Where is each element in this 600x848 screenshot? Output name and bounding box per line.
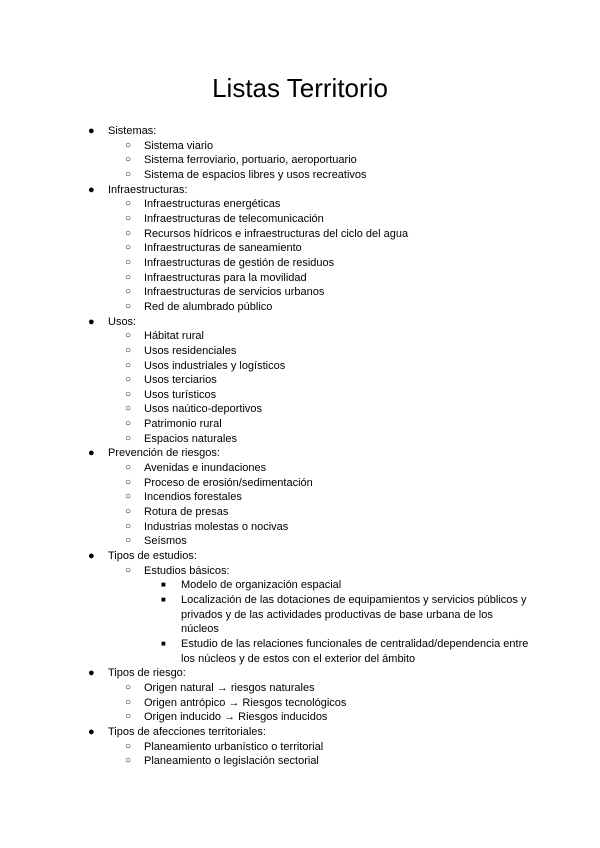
list-item: ○ Seísmos xyxy=(125,535,187,548)
hollow-circle-bullet-icon: ○ xyxy=(125,403,132,415)
hollow-circle-bullet-icon: ○ xyxy=(125,242,132,254)
section-label: Sistemas: xyxy=(108,125,157,137)
outline-list xyxy=(0,124,600,769)
hollow-circle-bullet-icon: ○ xyxy=(125,506,132,518)
list-item: ○ Planeamiento o legislación sectorial xyxy=(125,755,319,768)
list-item: ○ Avenidas e inundaciones xyxy=(125,462,267,475)
list-item: ○ Usos naútico-deportivos xyxy=(125,403,263,416)
hollow-circle-bullet-icon: ○ xyxy=(125,198,132,210)
list-item: ■ Modelo de organización espacial xyxy=(161,579,342,592)
list-item: ○ Usos industriales y logísticos xyxy=(125,359,286,372)
hollow-circle-bullet-icon: ○ xyxy=(125,711,132,723)
section-label: Tipos de afecciones territoriales: xyxy=(108,725,266,738)
section-tipos-riesgo xyxy=(0,666,600,681)
square-bullet-icon: ■ xyxy=(161,580,166,590)
list-item: ○ Infraestructuras para la movilidad xyxy=(125,271,307,284)
section-infraestructuras xyxy=(0,183,600,198)
list-item: ○ Sistema viario xyxy=(125,139,214,152)
filled-circle-bullet-icon: ● xyxy=(88,315,95,328)
hollow-circle-bullet-icon: ○ xyxy=(125,491,132,503)
list-item: ■ Estudio de las relaciones funcionales de centralidad/dependencia entre los núcleos y de estos con el exterior del ámbito xyxy=(161,637,529,665)
hollow-circle-bullet-icon: ○ xyxy=(125,359,132,371)
list-item: ○ Infraestructuras de saneamiento xyxy=(125,242,302,255)
hollow-circle-bullet-icon: ○ xyxy=(125,681,132,693)
section-label: Usos: xyxy=(108,315,137,328)
hollow-circle-bullet-icon: ○ xyxy=(125,271,132,283)
hollow-circle-bullet-icon: ○ xyxy=(125,476,132,488)
square-bullet-icon: ■ xyxy=(161,595,166,604)
list-item: ○ Origen natural → riesgos naturales xyxy=(125,681,315,694)
list-item: ○ Recursos hídricos e infraestructuras del ciclo del agua xyxy=(125,227,409,240)
hollow-circle-bullet-icon: ○ xyxy=(125,330,132,342)
list-item: ○ Rotura de presas xyxy=(125,506,229,519)
hollow-circle-bullet-icon: ○ xyxy=(125,212,132,224)
hollow-circle-bullet-icon: ○ xyxy=(125,535,132,547)
hollow-circle-bullet-icon: ○ xyxy=(125,755,132,767)
list-item: ○ Usos terciarios xyxy=(125,374,217,387)
list-item: ○ Red de alumbrado público xyxy=(125,300,273,313)
hollow-circle-bullet-icon: ○ xyxy=(125,432,132,444)
section-label: Prevención de riesgos: xyxy=(108,447,220,460)
section-label: Tipos de estudios: xyxy=(108,550,197,563)
hollow-circle-bullet-icon: ○ xyxy=(125,139,132,151)
section-label: Infraestructuras: xyxy=(108,183,188,196)
list-item: ○ Hábitat rural xyxy=(125,330,204,343)
section-sistemas xyxy=(0,124,600,139)
hollow-circle-bullet-icon: ○ xyxy=(125,168,132,180)
hollow-circle-bullet-icon: ○ xyxy=(125,696,132,708)
list-item: ○ Patrimonio rural xyxy=(125,418,222,431)
list-item: ○ Proceso de erosión/sedimentación xyxy=(125,476,313,489)
filled-circle-bullet-icon: ● xyxy=(88,725,95,738)
hollow-circle-bullet-icon: ○ xyxy=(125,300,132,312)
hollow-circle-bullet-icon: ○ xyxy=(125,227,132,239)
filled-circle-bullet-icon: ● xyxy=(88,447,95,460)
list-item: ○ Espacios naturales xyxy=(125,432,237,445)
page-title: Listas Territorio xyxy=(212,73,388,103)
list-item: ○ Usos turísticos xyxy=(125,388,217,401)
section-label: Tipos de riesgo: xyxy=(108,667,186,680)
section-tipos-estudios xyxy=(0,549,600,564)
filled-circle-bullet-icon: ● xyxy=(88,667,95,680)
list-item: ○ Infraestructuras de servicios urbanos xyxy=(125,286,325,299)
section-usos xyxy=(0,315,600,330)
hollow-circle-bullet-icon: ○ xyxy=(125,154,132,166)
list-item: ○ Industrias molestas o nocivas xyxy=(125,520,289,533)
hollow-circle-bullet-icon: ○ xyxy=(125,344,132,356)
square-bullet-icon: ■ xyxy=(161,638,166,648)
hollow-circle-bullet-icon: ○ xyxy=(125,374,132,386)
subsection-estudios-basicos: ○ Estudios básicos: xyxy=(125,564,230,577)
hollow-circle-bullet-icon: ○ xyxy=(125,418,132,430)
filled-circle-bullet-icon: ● xyxy=(88,125,95,137)
list-item: ○ Planeamiento urbanístico o territorial xyxy=(125,740,324,753)
hollow-circle-bullet-icon: ○ xyxy=(125,286,132,298)
hollow-circle-bullet-icon: ○ xyxy=(125,256,132,268)
list-item: ○ Infraestructuras de telecomunicación xyxy=(125,212,324,225)
hollow-circle-bullet-icon: ○ xyxy=(125,520,132,532)
list-item: ○ Origen antrópico → Riesgos tecnológicos xyxy=(125,696,347,709)
list-item: ○ Sistema de espacios libres y usos recreativos xyxy=(125,168,367,181)
list-item: ○ Origen inducido → Riesgos inducidos xyxy=(125,711,328,724)
filled-circle-bullet-icon: ● xyxy=(88,550,95,563)
list-item: ○ Incendios forestales xyxy=(125,491,242,504)
section-prevencion-riesgos xyxy=(0,446,600,461)
list-item: ○ Usos residenciales xyxy=(125,344,237,357)
hollow-circle-bullet-icon: ○ xyxy=(125,564,132,576)
section-tipos-afecciones xyxy=(0,725,600,740)
list-item: ■ Localización de las dotaciones de equipamientos y servicios públicos y privados y de las actividades productivas de base urbana de los núcleos xyxy=(161,594,527,636)
hollow-circle-bullet-icon: ○ xyxy=(125,388,132,400)
hollow-circle-bullet-icon: ○ xyxy=(125,740,132,752)
filled-circle-bullet-icon: ● xyxy=(88,183,95,196)
list-item: ○ Sistema ferroviario, portuario, aeroportuario xyxy=(125,154,357,167)
hollow-circle-bullet-icon: ○ xyxy=(125,462,132,474)
list-item: ○ Infraestructuras energéticas xyxy=(125,198,281,211)
list-item: ○ Infraestructuras de gestión de residuos xyxy=(125,256,335,269)
